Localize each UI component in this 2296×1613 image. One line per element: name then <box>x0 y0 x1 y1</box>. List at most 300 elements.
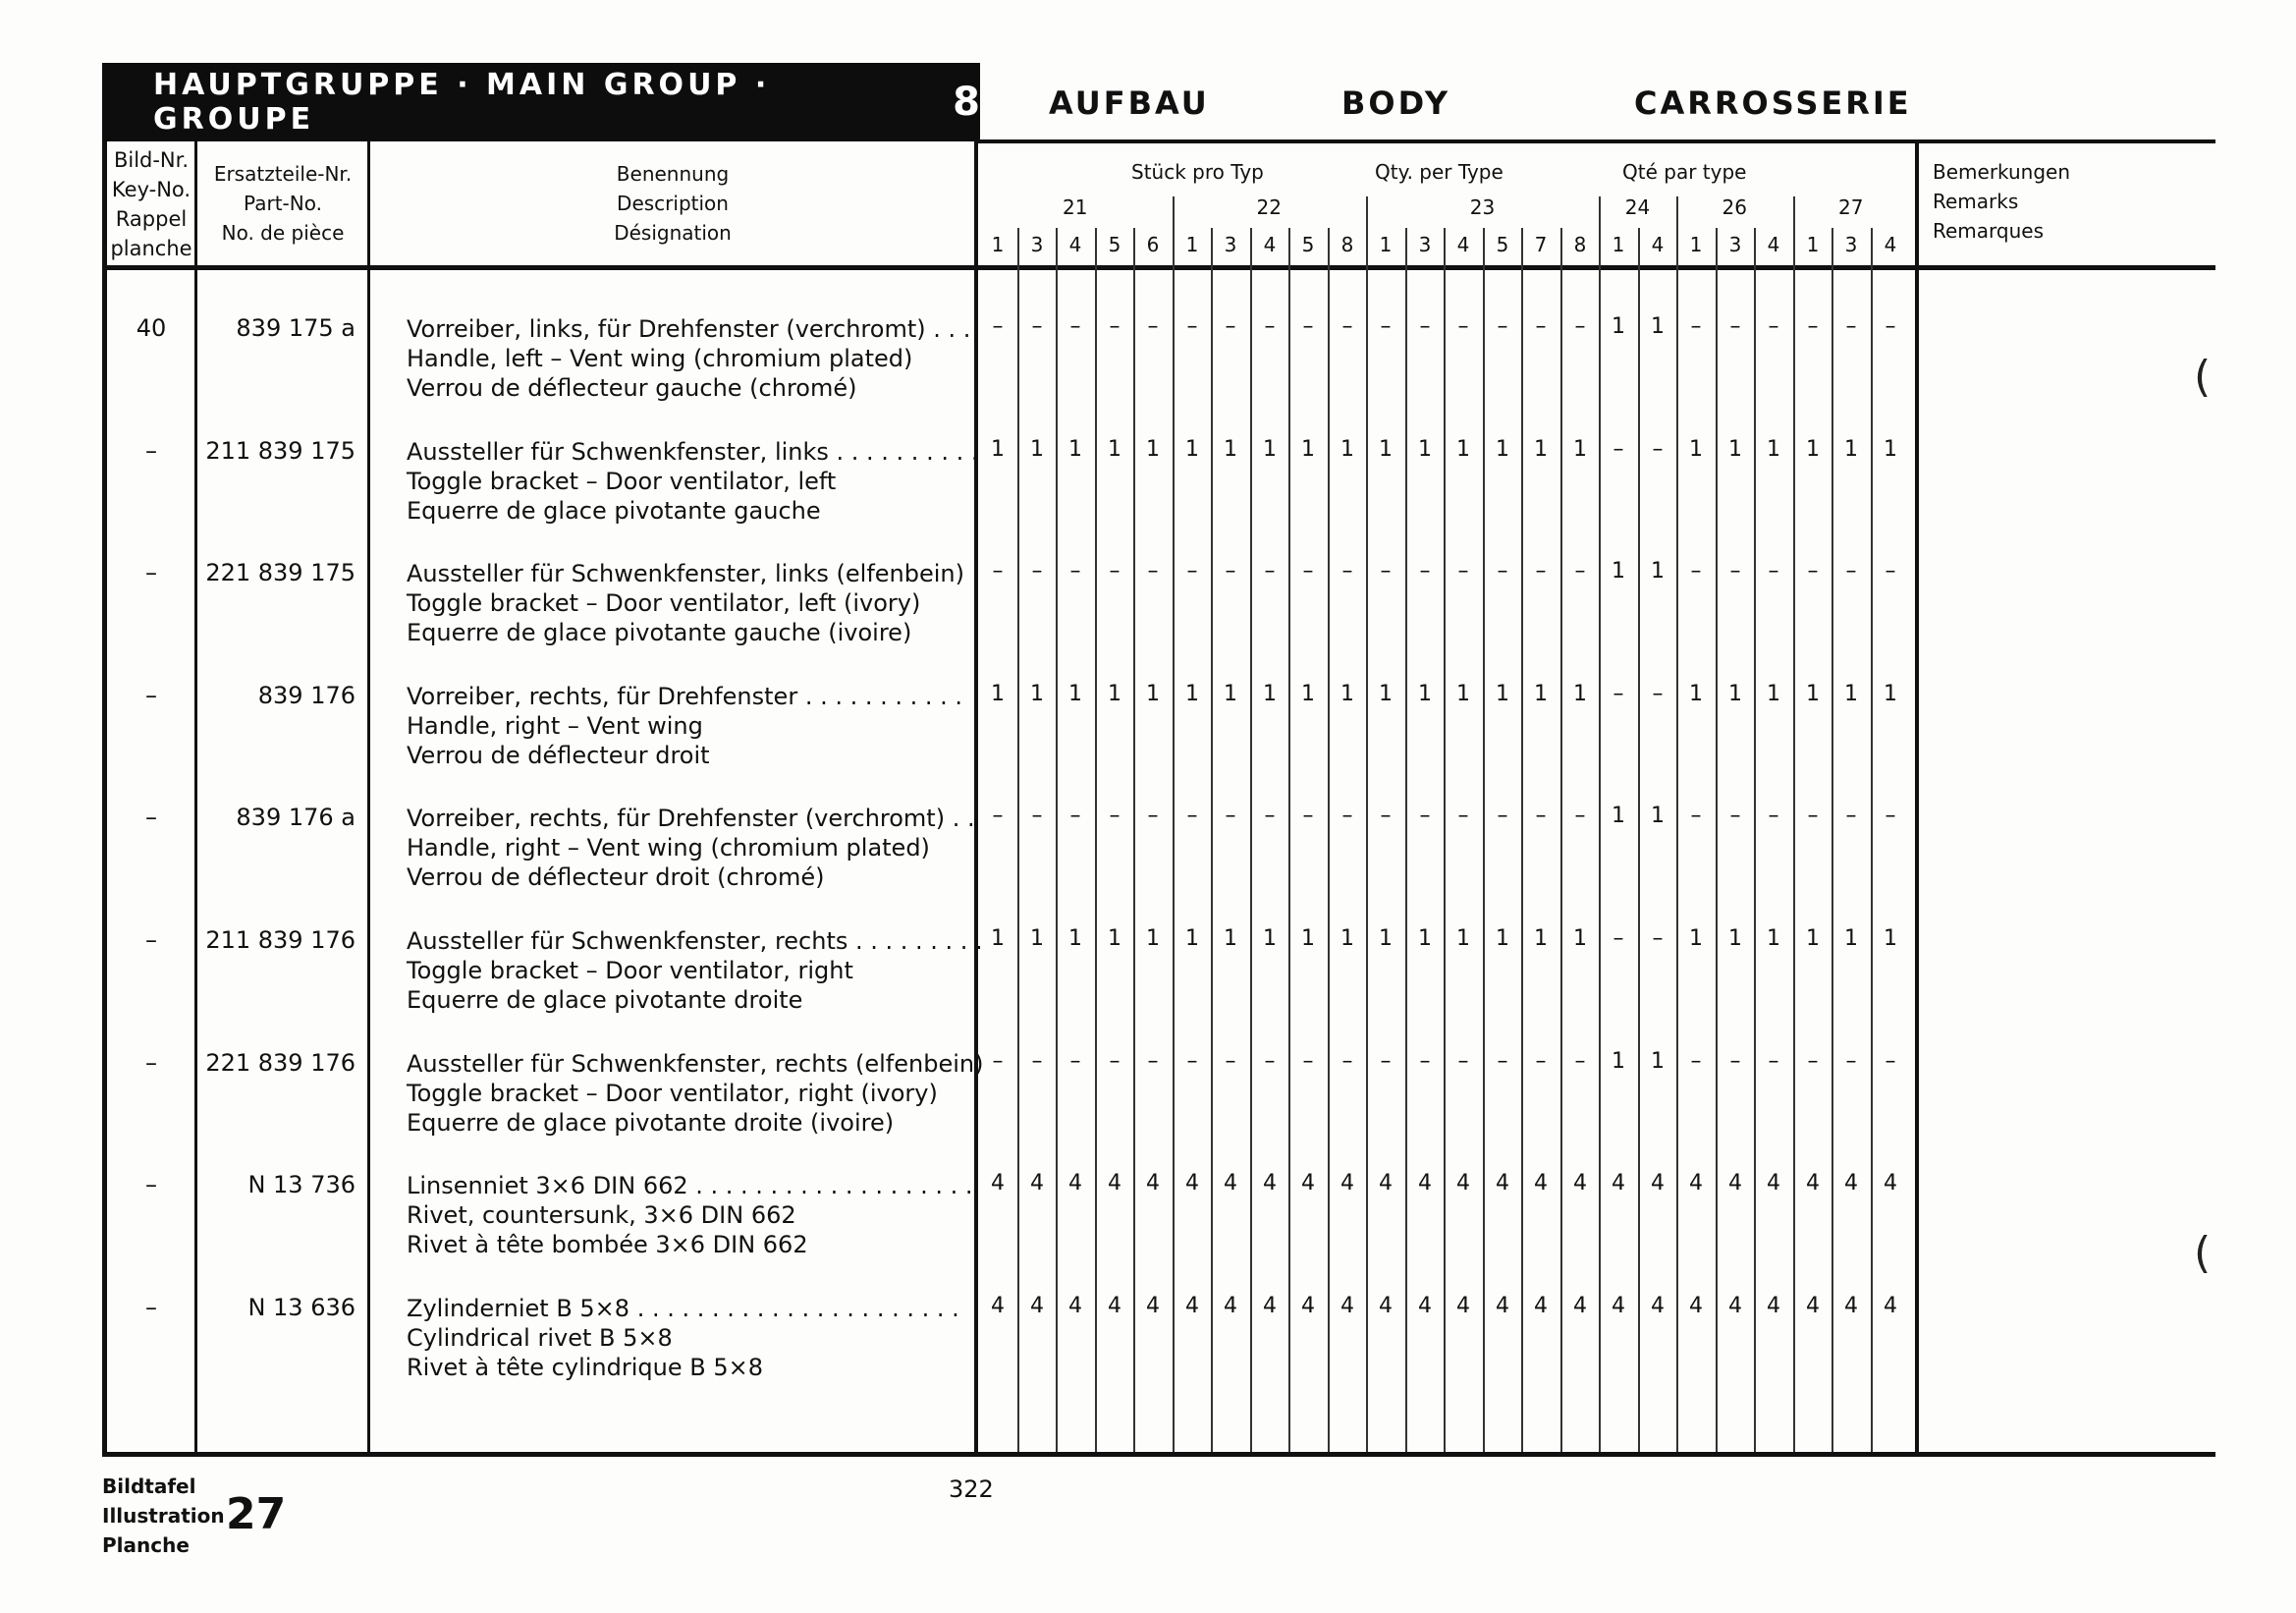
sub-type-label: 4 <box>1456 233 1470 256</box>
description-line: Handle, right – Vent wing (chromium plated) <box>407 834 930 862</box>
title-german: AUFBAU <box>1049 84 1210 122</box>
qty-cell: – <box>1845 804 1857 828</box>
description-line: Zylinderniet B 5×8 . . . . . . . . . . . . . . . . . . . . . . <box>407 1295 959 1322</box>
description-line: Rivet, countersunk, 3×6 DIN 662 <box>407 1201 796 1229</box>
qty-cell: 1 <box>1689 926 1703 951</box>
qty-cell: 1 <box>1496 926 1509 951</box>
sub-type-rule <box>1250 228 1252 1452</box>
description-line: Aussteller für Schwenkfenster, rechts . . . . . . . . . <box>407 927 983 955</box>
qty-cell: 1 <box>1068 926 1082 951</box>
sub-type-rule <box>1056 228 1058 1452</box>
qty-cell: 1 <box>1185 437 1199 462</box>
qty-cell: 1 <box>1767 926 1780 951</box>
sub-type-label: 3 <box>1844 233 1858 256</box>
qty-cell: 4 <box>1456 1171 1470 1196</box>
qty-cell: 4 <box>1728 1294 1742 1318</box>
key-no-cell: – <box>145 437 157 465</box>
part-no-cell: 221 839 175 <box>205 559 355 586</box>
qty-cell: – <box>992 559 1004 584</box>
description-cell <box>407 559 964 647</box>
qty-cell: 1 <box>1689 437 1703 462</box>
sub-type-label: 7 <box>1534 233 1548 256</box>
qty-cell: – <box>1885 804 1896 828</box>
key-no-cell: – <box>145 559 157 586</box>
qty-cell: 4 <box>1728 1171 1742 1196</box>
qty-cell: – <box>1147 804 1159 828</box>
qty-cell: – <box>1652 926 1664 951</box>
qty-cell: 1 <box>1146 926 1160 951</box>
qty-cell: – <box>1807 804 1819 828</box>
qty-cell: 1 <box>1496 682 1509 706</box>
description-cell <box>407 926 983 1015</box>
qty-cell: 1 <box>1534 682 1548 706</box>
plate-label-fr: Planche <box>102 1533 190 1557</box>
description-line: Handle, right – Vent wing <box>407 712 703 740</box>
sub-type-label: 1 <box>1689 233 1703 256</box>
sub-type-label: 4 <box>1263 233 1277 256</box>
qty-cell: 4 <box>1884 1171 1897 1196</box>
description-line: Verrou de déflecteur droit <box>407 742 710 769</box>
sub-type-rule <box>1211 228 1213 1452</box>
qty-cell: 4 <box>1612 1171 1625 1196</box>
qty-cell: 1 <box>1301 682 1315 706</box>
qty-cell: 4 <box>1224 1294 1237 1318</box>
type-group-label: 24 <box>1624 195 1651 219</box>
qty-cell: 1 <box>1651 314 1665 339</box>
description-line: Equerre de glace pivotante gauche (ivoire) <box>407 619 912 646</box>
qty-cell: 4 <box>1185 1294 1199 1318</box>
qty-cell: – <box>1457 314 1469 339</box>
qty-cell: – <box>1613 437 1624 462</box>
qty-cell: 1 <box>1030 926 1044 951</box>
qty-cell: 1 <box>1844 682 1858 706</box>
sub-type-label: 3 <box>1224 233 1237 256</box>
qty-cell: – <box>1690 314 1702 339</box>
qty-cell: 4 <box>1496 1171 1509 1196</box>
qty-cell: 4 <box>1534 1294 1548 1318</box>
sub-type-label: 4 <box>1767 233 1780 256</box>
sub-type-label: 8 <box>1340 233 1354 256</box>
qty-cell: – <box>1768 804 1779 828</box>
qty-cell: 1 <box>1496 437 1509 462</box>
qty-cell: 1 <box>1612 559 1625 584</box>
qty-cell: – <box>1729 559 1741 584</box>
qty-cell: 4 <box>1418 1171 1432 1196</box>
qty-cell: – <box>1574 559 1586 584</box>
qty-cell: 1 <box>1108 682 1121 706</box>
qty-cell: 1 <box>1185 926 1199 951</box>
qty-cell: – <box>1419 314 1431 339</box>
plate-label <box>102 1472 225 1560</box>
qty-cell: – <box>1652 437 1664 462</box>
qty-cell: 1 <box>1806 926 1820 951</box>
description-cell <box>407 437 978 526</box>
description-cell <box>407 804 975 892</box>
qty-title: Qty. per Type <box>1375 160 1503 184</box>
qty-cell: – <box>1497 314 1508 339</box>
description-line: Aussteller für Schwenkfenster, rechts (elfenbein) <box>407 1050 984 1078</box>
sub-type-rule <box>1831 228 1833 1452</box>
description-line: Handle, left – Vent wing (chromium plated) <box>407 345 913 372</box>
sub-type-rule <box>1405 228 1407 1452</box>
qty-cell: – <box>1380 804 1392 828</box>
qty-cell: – <box>992 804 1004 828</box>
key-no-cell: – <box>145 1171 157 1198</box>
qty-cell: 4 <box>1301 1294 1315 1318</box>
qty-cell: 1 <box>1263 926 1277 951</box>
description-line: Equerre de glace pivotante droite (ivoire) <box>407 1109 895 1137</box>
qty-cell: 1 <box>1884 926 1897 951</box>
page-number: 322 <box>949 1475 994 1503</box>
qty-cell: – <box>1807 314 1819 339</box>
key-no-header-line: Key-No. <box>111 178 191 201</box>
qty-cell: – <box>1690 804 1702 828</box>
qty-cell: 4 <box>1573 1294 1587 1318</box>
sub-type-rule <box>1017 228 1019 1452</box>
qty-cell: 1 <box>1651 1049 1665 1074</box>
qty-cell: 4 <box>1884 1294 1897 1318</box>
description-line: Toggle bracket – Door ventilator, left (ivory) <box>407 589 921 617</box>
qty-cell: – <box>1885 559 1896 584</box>
sub-type-rule <box>1133 228 1135 1452</box>
qty-cell: 1 <box>1534 437 1548 462</box>
description-line: Equerre de glace pivotante droite <box>407 986 803 1014</box>
qty-cell: – <box>1109 804 1121 828</box>
qty-cell: – <box>1186 804 1198 828</box>
qty-cell: 4 <box>1573 1171 1587 1196</box>
qty-cell: – <box>1147 559 1159 584</box>
qty-cell: 1 <box>1340 682 1354 706</box>
qty-cell: – <box>1613 926 1624 951</box>
description-header-line: Désignation <box>614 221 732 245</box>
qty-cell: 1 <box>1651 804 1665 828</box>
qty-cell: – <box>1845 559 1857 584</box>
qty-cell: – <box>1302 559 1314 584</box>
qty-cell: 4 <box>1146 1294 1160 1318</box>
part-no-cell: 211 839 175 <box>205 437 355 465</box>
qty-cell: – <box>1341 1049 1353 1074</box>
qty-cell: – <box>1497 559 1508 584</box>
remarks-header <box>1933 157 2070 246</box>
qty-cell: – <box>1069 559 1081 584</box>
qty-cell: 1 <box>1379 926 1393 951</box>
qty-cell: – <box>1807 559 1819 584</box>
qty-cell: 4 <box>1844 1171 1858 1196</box>
qty-cell: 1 <box>1301 926 1315 951</box>
qty-cell: – <box>1613 682 1624 706</box>
qty-cell: – <box>1341 314 1353 339</box>
qty-cell: 1 <box>991 437 1005 462</box>
sub-type-label: 1 <box>1806 233 1820 256</box>
remarks-header-line: Remarques <box>1933 219 2045 243</box>
qty-cell: – <box>1069 804 1081 828</box>
key-no-cell: – <box>145 804 157 831</box>
main-group-band <box>102 63 980 141</box>
qty-cell: – <box>1535 804 1547 828</box>
description-cell <box>407 682 962 770</box>
qty-cell: 1 <box>1612 804 1625 828</box>
description-line: Aussteller für Schwenkfenster, links . . . . . . . . . . <box>407 438 979 466</box>
qty-cell: – <box>992 1049 1004 1074</box>
qty-cell: – <box>1885 314 1896 339</box>
qty-cell: 4 <box>1030 1171 1044 1196</box>
description-header <box>373 159 972 248</box>
qty-cell: 1 <box>1340 437 1354 462</box>
qty-cell: – <box>1574 1049 1586 1074</box>
sub-type-rule <box>1754 228 1756 1452</box>
description-cell <box>407 1171 973 1259</box>
qty-cell: 1 <box>1185 682 1199 706</box>
qty-cell: 1 <box>1806 437 1820 462</box>
sub-type-rule <box>1521 228 1523 1452</box>
sub-type-label: 1 <box>1185 233 1199 256</box>
remarks-header-line: Bemerkungen <box>1933 160 2071 184</box>
type-group-label: 26 <box>1722 195 1747 219</box>
key-no-cell: – <box>145 1049 157 1077</box>
margin-mark: ( <box>2194 1228 2212 1278</box>
qty-cell: – <box>1574 804 1586 828</box>
sub-type-rule <box>1560 228 1562 1452</box>
qty-cell: 4 <box>1108 1171 1121 1196</box>
key-no-cell: – <box>145 1294 157 1321</box>
sub-type-rule <box>1095 228 1097 1452</box>
qty-cell: 1 <box>1108 437 1121 462</box>
qty-cell: 1 <box>1108 926 1121 951</box>
qty-cell: – <box>1768 314 1779 339</box>
sub-type-label: 1 <box>1612 233 1625 256</box>
type-group-label: 27 <box>1838 195 1864 219</box>
qty-cell: – <box>1885 1049 1896 1074</box>
qty-cell: 4 <box>1496 1294 1509 1318</box>
qty-cell: 1 <box>1224 926 1237 951</box>
qty-cell: 4 <box>1689 1171 1703 1196</box>
qty-cell: 4 <box>1108 1294 1121 1318</box>
qty-cell: 1 <box>1767 682 1780 706</box>
qty-cell: – <box>1535 559 1547 584</box>
description-line: Vorreiber, rechts, für Drehfenster (verchromt) . . <box>407 805 975 832</box>
qty-cell: – <box>1109 1049 1121 1074</box>
qty-cell: 4 <box>1068 1294 1082 1318</box>
qty-cell: – <box>1457 1049 1469 1074</box>
qty-cell: 4 <box>1767 1171 1780 1196</box>
part-column-rule <box>367 141 370 1452</box>
qty-cell: – <box>1690 559 1702 584</box>
qty-cell: 1 <box>1844 437 1858 462</box>
key-no-header-line: Bild-Nr. <box>113 148 190 172</box>
qty-cell: 1 <box>1301 437 1315 462</box>
sub-type-rule <box>1716 228 1718 1452</box>
qty-cell: 1 <box>1263 437 1277 462</box>
qty-cell: 1 <box>1456 437 1470 462</box>
qty-cell: – <box>1186 314 1198 339</box>
description-line: Verrou de déflecteur gauche (chromé) <box>407 374 857 402</box>
qty-cell: – <box>992 314 1004 339</box>
qty-cell: 4 <box>1030 1294 1044 1318</box>
qty-cell: 1 <box>1767 437 1780 462</box>
description-line: Verrou de déflecteur droit (chromé) <box>407 863 825 891</box>
qty-cell: 4 <box>1456 1294 1470 1318</box>
header-bottom-rule <box>102 265 2215 270</box>
qty-cell: 1 <box>1068 682 1082 706</box>
qty-cell: 4 <box>1340 1171 1354 1196</box>
qty-cell: – <box>1302 314 1314 339</box>
key-no-header <box>110 145 192 263</box>
description-line: Linsenniet 3×6 DIN 662 . . . . . . . . . . . . . . . . . . . <box>407 1172 973 1199</box>
description-line: Equerre de glace pivotante gauche <box>407 497 821 525</box>
qty-cell: – <box>1031 559 1043 584</box>
main-group-number: 8 <box>953 80 980 125</box>
sub-type-label: 3 <box>1030 233 1044 256</box>
qty-cell: – <box>1845 314 1857 339</box>
qty-cell: – <box>1652 682 1664 706</box>
qty-cell: 1 <box>991 926 1005 951</box>
qty-cell: – <box>1264 1049 1276 1074</box>
description-cell <box>407 1294 959 1382</box>
sub-type-label: 3 <box>1728 233 1742 256</box>
qty-cell: 1 <box>991 682 1005 706</box>
qty-cell: – <box>1341 804 1353 828</box>
qty-cell: – <box>1264 804 1276 828</box>
part-no-cell: 221 839 176 <box>205 1049 355 1077</box>
key-no-header-line: planche <box>110 237 192 260</box>
qty-cell: – <box>1380 314 1392 339</box>
qty-cell: 1 <box>1806 682 1820 706</box>
qty-cell: 1 <box>1689 682 1703 706</box>
plate-label-de: Bildtafel <box>102 1474 196 1498</box>
qty-cell: – <box>1729 1049 1741 1074</box>
qty-cell: 1 <box>1728 926 1742 951</box>
qty-cell: 1 <box>1030 682 1044 706</box>
qty-cell: 4 <box>1301 1171 1315 1196</box>
part-no-header-line: Ersatzteile-Nr. <box>213 162 353 186</box>
qty-cell: – <box>1186 1049 1198 1074</box>
header-top-rule <box>974 139 2215 143</box>
qty-cell: – <box>1729 804 1741 828</box>
sub-type-label: 5 <box>1108 233 1121 256</box>
qty-cell: – <box>1574 314 1586 339</box>
qty-cell: – <box>1264 559 1276 584</box>
description-header-line: Description <box>617 192 729 215</box>
qty-cell: 4 <box>1651 1294 1665 1318</box>
part-no-cell: 839 176 <box>257 682 355 709</box>
type-group-label: 23 <box>1469 195 1496 219</box>
description-line: Toggle bracket – Door ventilator, right (ivory) <box>407 1080 938 1107</box>
qty-cell: 1 <box>1456 682 1470 706</box>
qty-cell: 4 <box>1806 1171 1820 1196</box>
qty-cell: 1 <box>1728 682 1742 706</box>
qty-cell: 1 <box>1030 437 1044 462</box>
qty-cell: 1 <box>1728 437 1742 462</box>
qty-cell: 1 <box>1379 437 1393 462</box>
qty-cell: – <box>1457 804 1469 828</box>
description-line: Rivet à tête cylindrique B 5×8 <box>407 1354 763 1381</box>
qty-cell: 1 <box>1651 559 1665 584</box>
qty-cell: 1 <box>1263 682 1277 706</box>
qty-cell: – <box>1729 314 1741 339</box>
qty-cell: – <box>1807 1049 1819 1074</box>
qty-cell: 1 <box>1224 437 1237 462</box>
qty-cell: 4 <box>1534 1171 1548 1196</box>
description-cell <box>407 1049 983 1138</box>
plate-label-en: Illustration <box>102 1504 225 1528</box>
qty-cell: – <box>1109 314 1121 339</box>
qty-cell: 1 <box>1146 437 1160 462</box>
qty-cell: 4 <box>1612 1294 1625 1318</box>
qty-cell: – <box>1768 1049 1779 1074</box>
qty-cell: 1 <box>1418 437 1432 462</box>
main-group-label: HAUPTGRUPPE · MAIN GROUP · GROUPE <box>153 68 771 137</box>
qty-cell: 1 <box>1612 1049 1625 1074</box>
remarks-header-line: Remarks <box>1933 190 2019 213</box>
qty-end-rule <box>1915 141 1919 1452</box>
sub-type-label: 5 <box>1496 233 1509 256</box>
qty-cell: – <box>1225 804 1236 828</box>
sub-type-label: 8 <box>1573 233 1587 256</box>
qty-cell: 1 <box>1844 926 1858 951</box>
qty-cell: – <box>1535 314 1547 339</box>
key-no-cell: – <box>145 926 157 954</box>
description-cell <box>407 314 970 403</box>
qty-title: Stück pro Typ <box>1131 160 1264 184</box>
qty-cell: – <box>1497 804 1508 828</box>
qty-cell: – <box>1535 1049 1547 1074</box>
qty-cell: – <box>1031 804 1043 828</box>
qty-cell: 4 <box>1185 1171 1199 1196</box>
qty-cell: 4 <box>1146 1171 1160 1196</box>
qty-cell: – <box>1225 314 1236 339</box>
part-no-cell: N 13 636 <box>247 1294 355 1321</box>
qty-cell: – <box>1302 1049 1314 1074</box>
description-line: Aussteller für Schwenkfenster, links (elfenbein) <box>407 560 964 587</box>
qty-cell: – <box>1419 1049 1431 1074</box>
qty-cell: – <box>1225 559 1236 584</box>
sub-type-rule <box>1288 228 1290 1452</box>
qty-cell: 4 <box>1806 1294 1820 1318</box>
qty-cell: 1 <box>1418 682 1432 706</box>
qty-cell: 4 <box>991 1294 1005 1318</box>
qty-cell: 4 <box>1651 1171 1665 1196</box>
title-french: CARROSSERIE <box>1634 84 1912 122</box>
qty-cell: 4 <box>1340 1294 1354 1318</box>
sub-type-rule <box>1483 228 1485 1452</box>
qty-cell: 1 <box>1224 682 1237 706</box>
qty-cell: – <box>1380 559 1392 584</box>
sub-type-label: 6 <box>1146 233 1160 256</box>
qty-cell: – <box>1031 314 1043 339</box>
part-no-header <box>200 159 365 248</box>
sub-type-label: 3 <box>1418 233 1432 256</box>
qty-cell: 1 <box>1573 437 1587 462</box>
part-no-cell: 839 176 a <box>236 804 355 831</box>
qty-cell: 1 <box>1884 437 1897 462</box>
qty-cell: – <box>1147 314 1159 339</box>
type-group-label: 22 <box>1256 195 1282 219</box>
qty-cell: – <box>1457 559 1469 584</box>
qty-cell: – <box>1419 804 1431 828</box>
description-line: Cylindrical rivet B 5×8 <box>407 1324 673 1352</box>
sub-type-label: 5 <box>1301 233 1315 256</box>
qty-cell: – <box>1690 1049 1702 1074</box>
plate-number: 27 <box>226 1489 287 1539</box>
qty-cell: 4 <box>1379 1171 1393 1196</box>
qty-cell: – <box>1768 559 1779 584</box>
qty-cell: – <box>1264 314 1276 339</box>
qty-cell: – <box>1186 559 1198 584</box>
qty-cell: – <box>1341 559 1353 584</box>
qty-cell: 4 <box>991 1171 1005 1196</box>
qty-cell: 1 <box>1340 926 1354 951</box>
qty-cell: – <box>1147 1049 1159 1074</box>
